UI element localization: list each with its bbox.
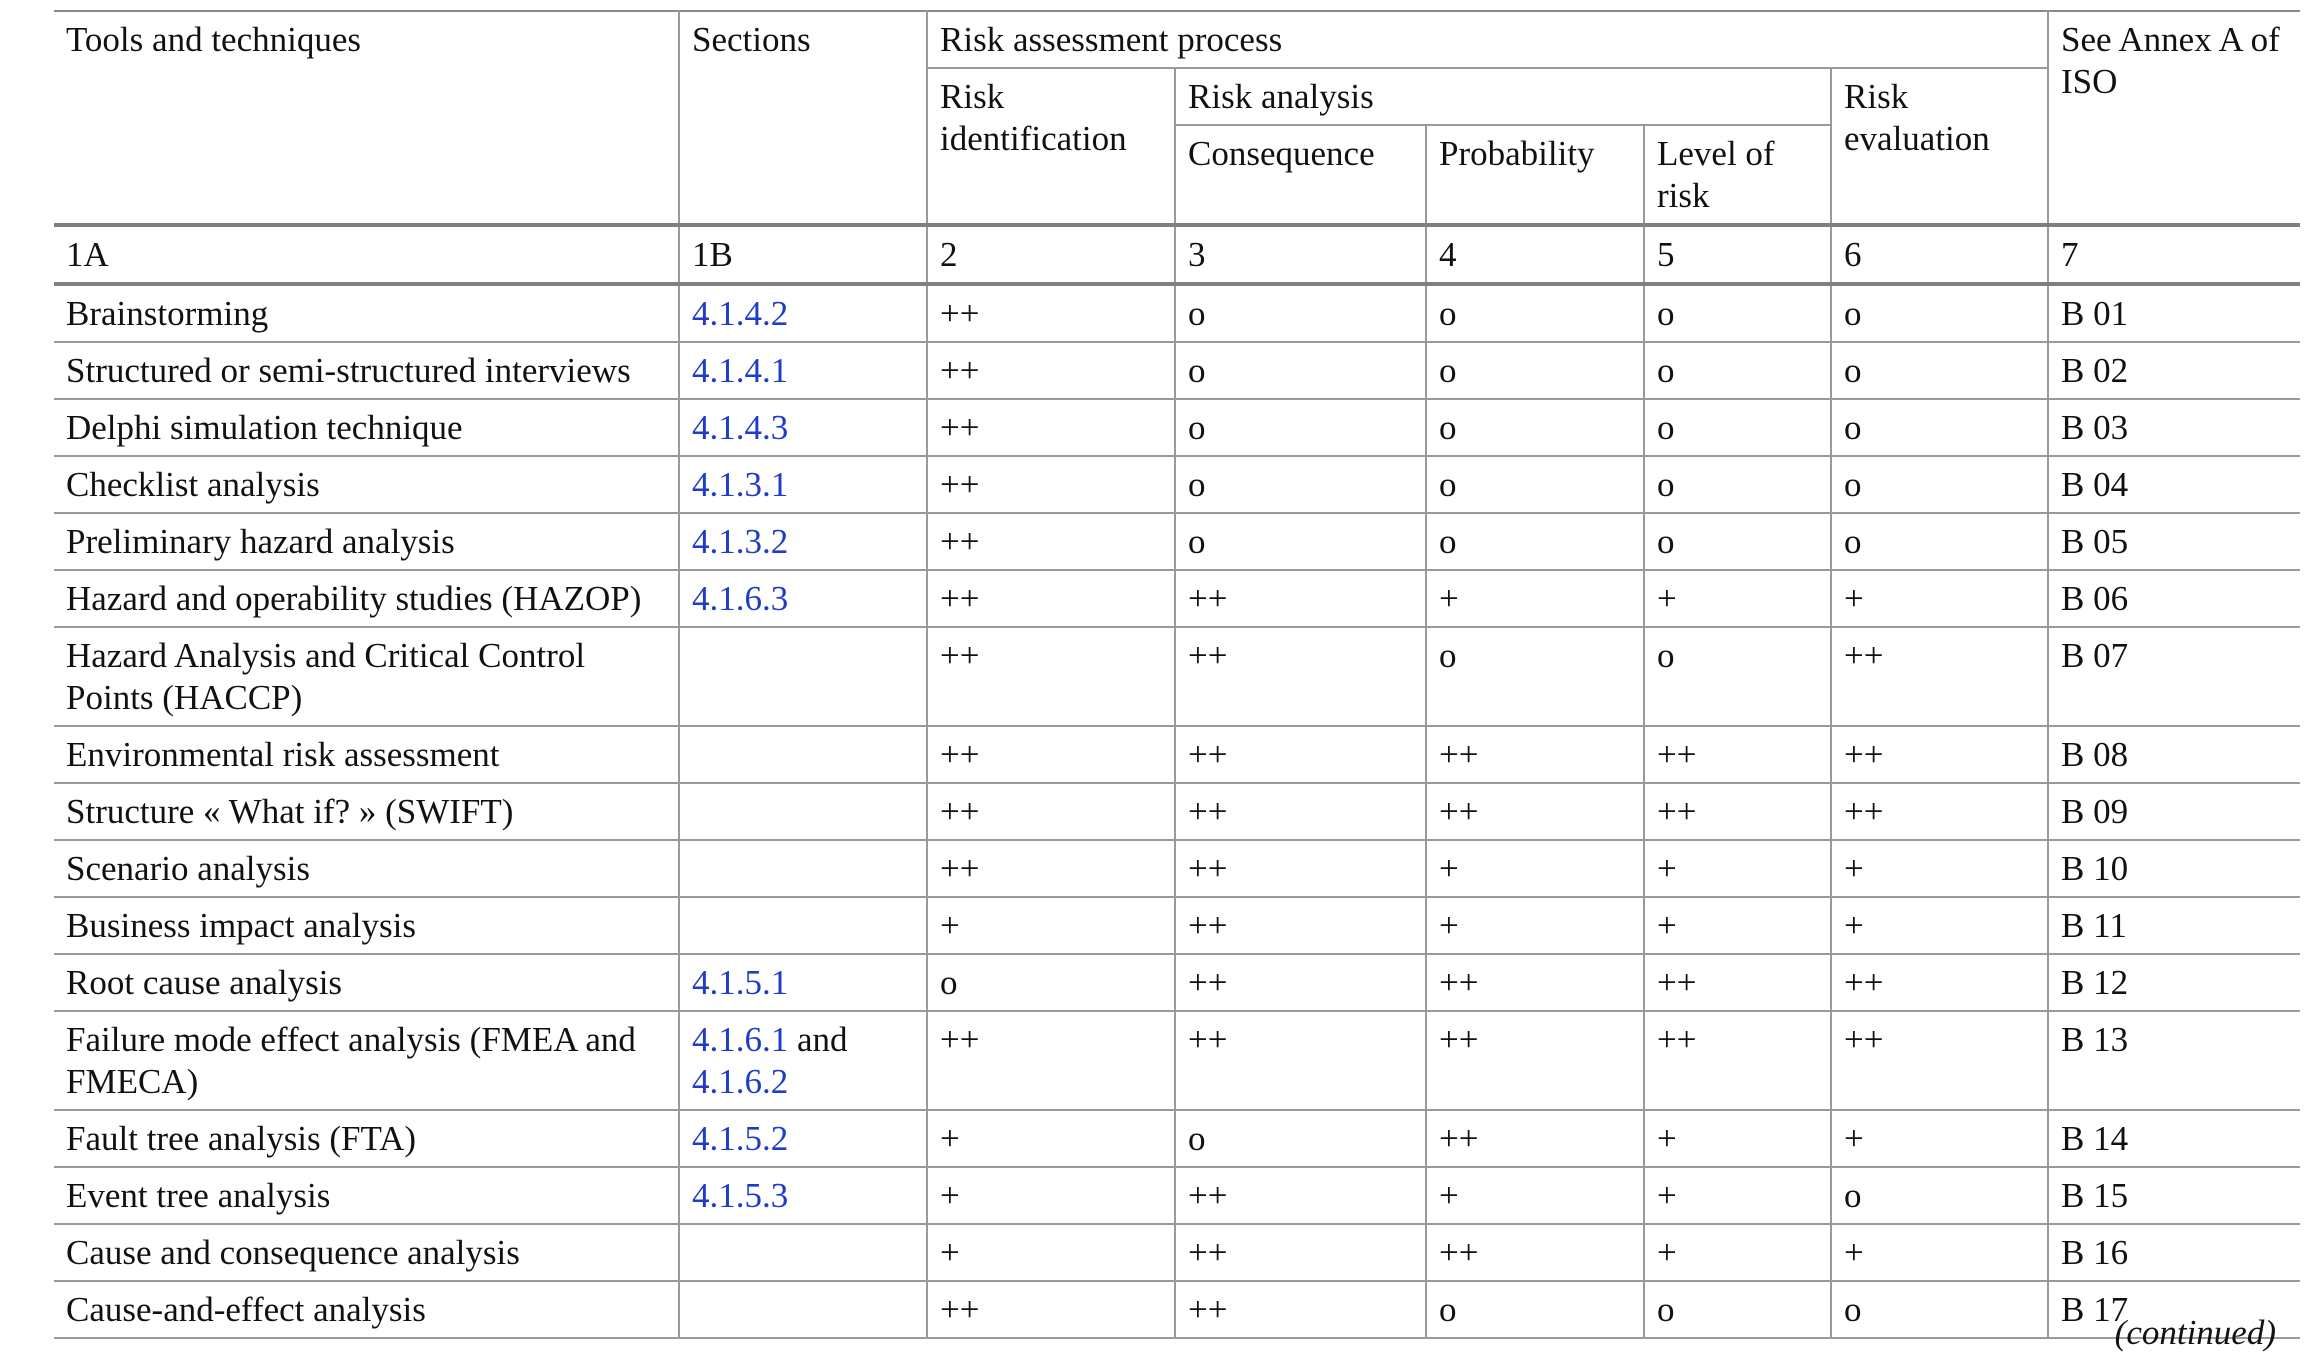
consequence-rating: o xyxy=(1175,342,1426,399)
evaluation-rating: + xyxy=(1831,1224,2048,1281)
sections-cell xyxy=(679,284,927,342)
column-number: 3 xyxy=(1175,225,1426,284)
table-row xyxy=(54,1167,2300,1224)
tool-name-cell: Hazard and operability studies (HAZOP) xyxy=(54,570,679,627)
identification-rating: + xyxy=(927,1110,1175,1167)
level-rating: ++ xyxy=(1644,954,1831,1011)
header-evaluation: Risk evaluation xyxy=(1831,68,2048,225)
identification-rating: o xyxy=(927,954,1175,1011)
probability-rating: ++ xyxy=(1426,726,1644,783)
table-row xyxy=(54,1011,2300,1110)
level-rating: o xyxy=(1644,399,1831,456)
evaluation-rating: ++ xyxy=(1831,783,2048,840)
tool-name-cell: Checklist analysis xyxy=(54,456,679,513)
consequence-rating: o xyxy=(1175,456,1426,513)
identification-rating: ++ xyxy=(927,840,1175,897)
tool-name-cell: Hazard Analysis and Critical Control Points (HACCP) xyxy=(54,627,679,726)
consequence-rating: o xyxy=(1175,1110,1426,1167)
probability-rating: + xyxy=(1426,570,1644,627)
evaluation-rating: o xyxy=(1831,342,2048,399)
column-number: 7 xyxy=(2048,225,2300,284)
column-number: 1B xyxy=(679,225,927,284)
level-rating: o xyxy=(1644,1281,1831,1338)
section-link[interactable]: 4.1.4.3 xyxy=(692,408,789,447)
tool-name-cell: Business impact analysis xyxy=(54,897,679,954)
sections-cell xyxy=(679,1224,927,1281)
probability-rating: ++ xyxy=(1426,1110,1644,1167)
consequence-rating: ++ xyxy=(1175,1011,1426,1110)
evaluation-rating: ++ xyxy=(1831,954,2048,1011)
level-rating: o xyxy=(1644,342,1831,399)
table-body xyxy=(54,225,2300,1338)
table-row xyxy=(54,456,2300,513)
section-link[interactable]: 4.1.3.1 xyxy=(692,465,789,504)
table-row xyxy=(54,570,2300,627)
sections-cell xyxy=(679,840,927,897)
section-link[interactable]: 4.1.5.1 xyxy=(692,963,789,1002)
level-rating: o xyxy=(1644,627,1831,726)
section-link[interactable]: 4.1.6.3 xyxy=(692,579,789,618)
sections-cell xyxy=(679,897,927,954)
identification-rating: ++ xyxy=(927,726,1175,783)
table-row xyxy=(54,284,2300,342)
tool-name-cell: Cause-and-effect analysis xyxy=(54,1281,679,1338)
header-level: Level of risk xyxy=(1644,125,1831,225)
header-annex: See Annex A of ISO xyxy=(2048,11,2300,225)
tool-name-cell: Structure « What if? » (SWIFT) xyxy=(54,783,679,840)
annex-ref-cell: B 14 xyxy=(2048,1110,2300,1167)
sections-cell xyxy=(679,954,927,1011)
level-rating: ++ xyxy=(1644,783,1831,840)
sections-cell xyxy=(679,399,927,456)
tool-name-cell: Preliminary hazard analysis xyxy=(54,513,679,570)
identification-rating: ++ xyxy=(927,284,1175,342)
probability-rating: o xyxy=(1426,627,1644,726)
level-rating: o xyxy=(1644,513,1831,570)
consequence-rating: ++ xyxy=(1175,954,1426,1011)
risk-techniques-table xyxy=(54,10,2300,1339)
evaluation-rating: ++ xyxy=(1831,1011,2048,1110)
evaluation-rating: ++ xyxy=(1831,627,2048,726)
annex-ref-cell: B 05 xyxy=(2048,513,2300,570)
table-row xyxy=(54,399,2300,456)
evaluation-rating: o xyxy=(1831,399,2048,456)
consequence-rating: ++ xyxy=(1175,726,1426,783)
column-number: 6 xyxy=(1831,225,2048,284)
consequence-rating: o xyxy=(1175,284,1426,342)
consequence-rating: ++ xyxy=(1175,627,1426,726)
identification-rating: ++ xyxy=(927,456,1175,513)
evaluation-rating: o xyxy=(1831,456,2048,513)
consequence-rating: ++ xyxy=(1175,1167,1426,1224)
evaluation-rating: ++ xyxy=(1831,726,2048,783)
evaluation-rating: o xyxy=(1831,513,2048,570)
evaluation-rating: + xyxy=(1831,840,2048,897)
header-process: Risk assessment process xyxy=(927,11,2048,68)
annex-ref-cell: B 07 xyxy=(2048,627,2300,726)
consequence-rating: o xyxy=(1175,513,1426,570)
section-link[interactable]: 4.1.5.2 xyxy=(692,1119,789,1158)
identification-rating: + xyxy=(927,897,1175,954)
probability-rating: o xyxy=(1426,513,1644,570)
identification-rating: ++ xyxy=(927,783,1175,840)
annex-ref-cell: B 10 xyxy=(2048,840,2300,897)
table-row xyxy=(54,726,2300,783)
level-rating: o xyxy=(1644,456,1831,513)
section-link[interactable]: 4.1.4.1 xyxy=(692,351,789,390)
identification-rating: ++ xyxy=(927,399,1175,456)
identification-rating: ++ xyxy=(927,627,1175,726)
tool-name-cell: Brainstorming xyxy=(54,284,679,342)
sections-cell xyxy=(679,1011,927,1110)
probability-rating: ++ xyxy=(1426,1224,1644,1281)
sections-cell xyxy=(679,1167,927,1224)
evaluation-rating: o xyxy=(1831,284,2048,342)
sections-cell xyxy=(679,513,927,570)
column-number: 4 xyxy=(1426,225,1644,284)
annex-ref-cell: B 01 xyxy=(2048,284,2300,342)
level-rating: ++ xyxy=(1644,726,1831,783)
tool-name-cell: Failure mode effect analysis (FMEA and FMECA) xyxy=(54,1011,679,1110)
identification-rating: ++ xyxy=(927,1281,1175,1338)
annex-ref-cell: B 09 xyxy=(2048,783,2300,840)
tool-name-cell: Structured or semi-structured interviews xyxy=(54,342,679,399)
sections-cell xyxy=(679,456,927,513)
column-number: 2 xyxy=(927,225,1175,284)
consequence-rating: ++ xyxy=(1175,1281,1426,1338)
annex-ref-cell: B 03 xyxy=(2048,399,2300,456)
level-rating: + xyxy=(1644,570,1831,627)
annex-ref-cell: B 13 xyxy=(2048,1011,2300,1110)
table-row xyxy=(54,1110,2300,1167)
consequence-rating: ++ xyxy=(1175,570,1426,627)
tool-name-cell: Delphi simulation technique xyxy=(54,399,679,456)
consequence-rating: ++ xyxy=(1175,783,1426,840)
probability-rating: ++ xyxy=(1426,783,1644,840)
annex-ref-cell: B 06 xyxy=(2048,570,2300,627)
sections-cell xyxy=(679,342,927,399)
level-rating: + xyxy=(1644,897,1831,954)
sections-cell xyxy=(679,726,927,783)
consequence-rating: ++ xyxy=(1175,840,1426,897)
sections-cell xyxy=(679,570,927,627)
level-rating: ++ xyxy=(1644,1011,1831,1110)
probability-rating: + xyxy=(1426,840,1644,897)
sections-cell xyxy=(679,1110,927,1167)
table-row xyxy=(54,897,2300,954)
continued-note: (continued) xyxy=(2114,1313,2276,1352)
probability-rating: + xyxy=(1426,1167,1644,1224)
identification-rating: ++ xyxy=(927,513,1175,570)
tool-name-cell: Scenario analysis xyxy=(54,840,679,897)
tool-name-cell: Event tree analysis xyxy=(54,1167,679,1224)
tool-name-cell: Cause and consequence analysis xyxy=(54,1224,679,1281)
probability-rating: ++ xyxy=(1426,1011,1644,1110)
header-sections: Sections xyxy=(679,11,927,225)
column-number: 5 xyxy=(1644,225,1831,284)
consequence-rating: ++ xyxy=(1175,897,1426,954)
identification-rating: + xyxy=(927,1224,1175,1281)
section-link[interactable]: 4.1.6.1 xyxy=(692,1020,789,1059)
evaluation-rating: + xyxy=(1831,897,2048,954)
consequence-rating: o xyxy=(1175,399,1426,456)
table-row xyxy=(54,513,2300,570)
table-row xyxy=(54,783,2300,840)
sections-cell xyxy=(679,783,927,840)
evaluation-rating: + xyxy=(1831,1110,2048,1167)
consequence-rating: ++ xyxy=(1175,1224,1426,1281)
header-tools: Tools and techniques xyxy=(54,11,679,225)
probability-rating: + xyxy=(1426,897,1644,954)
section-link[interactable]: 4.1.3.2 xyxy=(692,522,789,561)
evaluation-rating: o xyxy=(1831,1167,2048,1224)
column-number: 1A xyxy=(54,225,679,284)
annex-ref-cell: B 17 xyxy=(2048,1281,2300,1338)
annex-ref-cell: B 11 xyxy=(2048,897,2300,954)
identification-rating: ++ xyxy=(927,342,1175,399)
table-row xyxy=(54,627,2300,726)
tool-name-cell: Environmental risk assessment xyxy=(54,726,679,783)
identification-rating: ++ xyxy=(927,570,1175,627)
table-row xyxy=(54,1224,2300,1281)
evaluation-rating: + xyxy=(1831,570,2048,627)
annex-ref-cell: B 04 xyxy=(2048,456,2300,513)
annex-ref-cell: B 02 xyxy=(2048,342,2300,399)
tool-name-cell: Root cause analysis xyxy=(54,954,679,1011)
sections-cell xyxy=(679,627,927,726)
table-row xyxy=(54,954,2300,1011)
level-rating: o xyxy=(1644,284,1831,342)
evaluation-rating: o xyxy=(1831,1281,2048,1338)
annex-ref-cell: B 12 xyxy=(2048,954,2300,1011)
annex-ref-cell: B 15 xyxy=(2048,1167,2300,1224)
section-joiner: and xyxy=(797,1020,848,1059)
section-link[interactable]: 4.1.6.2 xyxy=(692,1062,789,1101)
probability-rating: o xyxy=(1426,342,1644,399)
identification-rating: ++ xyxy=(927,1011,1175,1110)
annex-ref-cell: B 16 xyxy=(2048,1224,2300,1281)
header-probability: Probability xyxy=(1426,125,1644,225)
level-rating: + xyxy=(1644,1167,1831,1224)
tool-name-cell: Fault tree analysis (FTA) xyxy=(54,1110,679,1167)
table-row xyxy=(54,342,2300,399)
probability-rating: o xyxy=(1426,399,1644,456)
probability-rating: ++ xyxy=(1426,954,1644,1011)
header-identification: Risk identification xyxy=(927,68,1175,225)
probability-rating: o xyxy=(1426,284,1644,342)
level-rating: + xyxy=(1644,1110,1831,1167)
annex-ref-cell: B 08 xyxy=(2048,726,2300,783)
column-number-row xyxy=(54,225,2300,284)
table-row xyxy=(54,840,2300,897)
probability-rating: o xyxy=(1426,1281,1644,1338)
identification-rating: + xyxy=(927,1167,1175,1224)
level-rating: + xyxy=(1644,840,1831,897)
header-analysis: Risk analysis xyxy=(1175,68,1831,125)
section-link[interactable]: 4.1.4.2 xyxy=(692,294,789,333)
level-rating: + xyxy=(1644,1224,1831,1281)
probability-rating: o xyxy=(1426,456,1644,513)
section-link[interactable]: 4.1.5.3 xyxy=(692,1176,789,1215)
table-header xyxy=(54,11,2300,225)
header-consequence: Consequence xyxy=(1175,125,1426,225)
risk-techniques-table-container xyxy=(54,10,2300,1352)
